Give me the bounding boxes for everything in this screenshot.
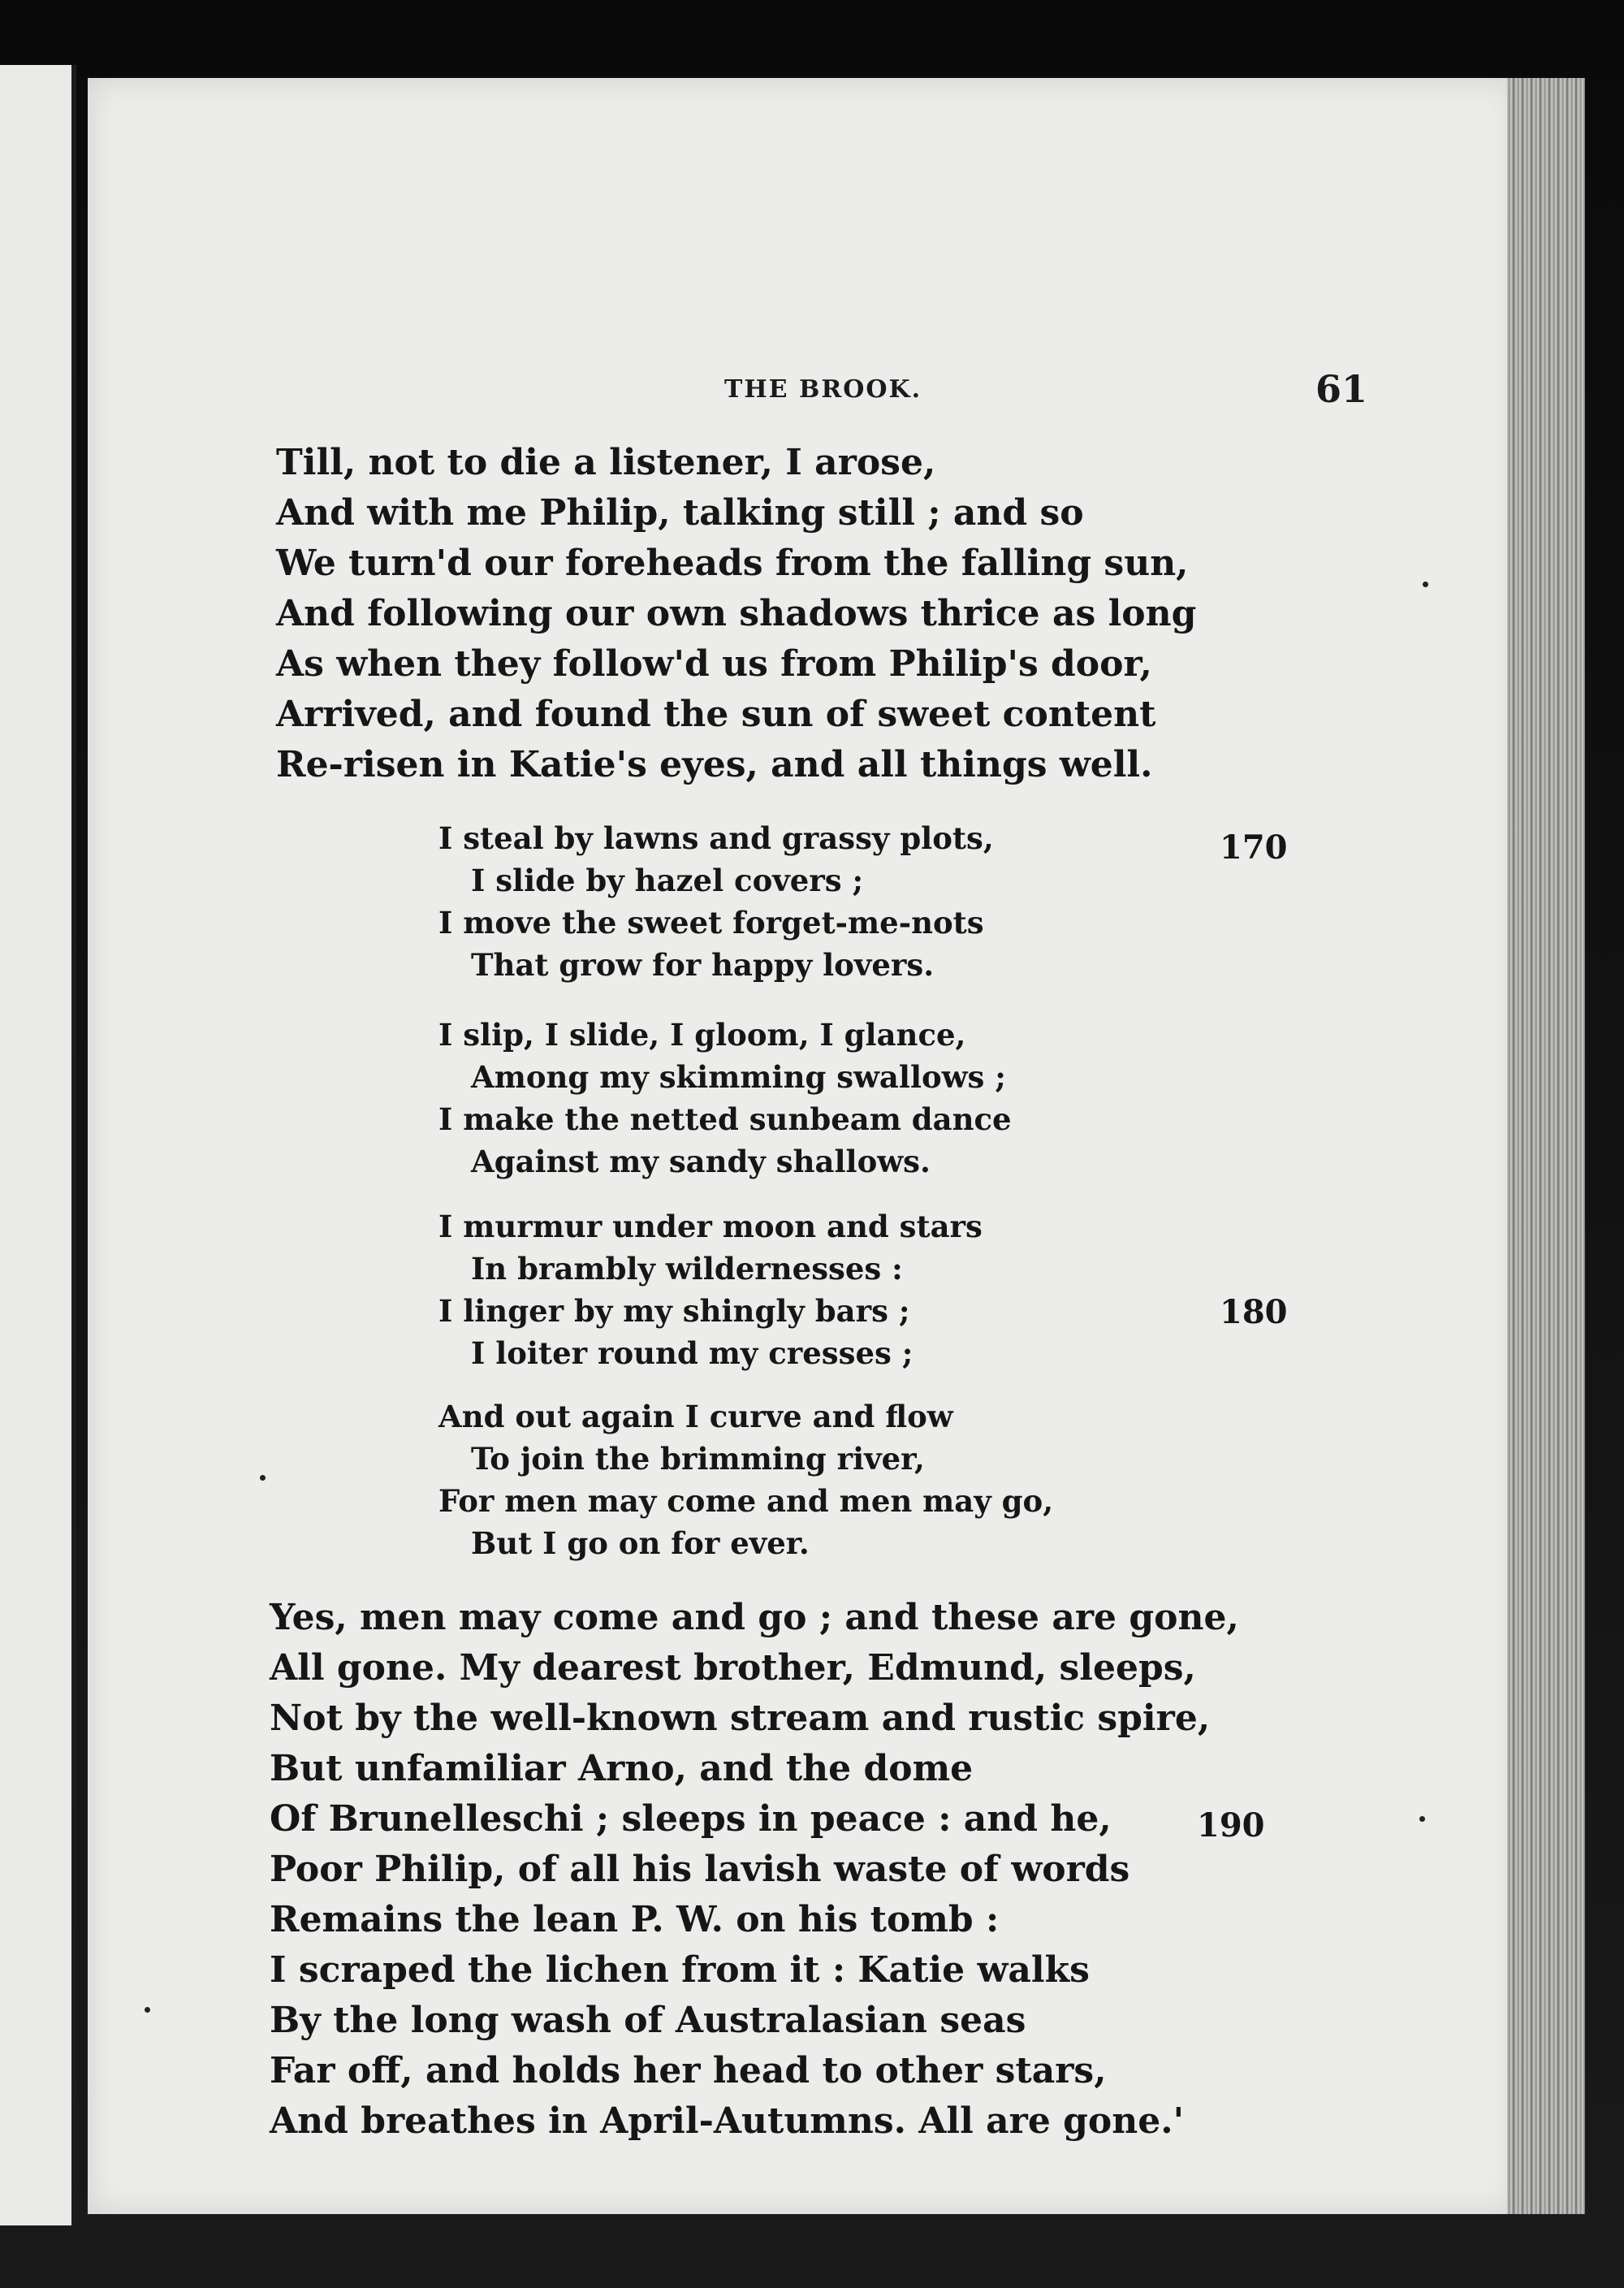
facing-page-edge	[0, 65, 76, 2225]
verse-line: And following our own shadows thrice as long	[276, 593, 1197, 634]
verse-line: I slip, I slide, I gloom, I glance,	[438, 1017, 966, 1053]
verse-line: To join the brimming river,	[471, 1441, 925, 1477]
verse-line: Yes, men may come and go ; and these are gone,	[270, 1597, 1239, 1638]
scan-speck	[1419, 1816, 1425, 1822]
verse-line: I make the netted sunbeam dance	[438, 1101, 1012, 1137]
verse-line: As when they follow'd us from Philip's door,	[276, 643, 1152, 685]
line-number-170: 170	[1220, 828, 1288, 867]
verse-line: All gone. My dearest brother, Edmund, sleeps,	[270, 1647, 1196, 1689]
running-head: THE BROOK.	[724, 375, 922, 404]
verse-line: And out again I curve and flow	[438, 1399, 953, 1434]
verse-line: Arrived, and found the sun of sweet content	[276, 694, 1156, 735]
line-number-180: 180	[1220, 1293, 1288, 1331]
verse-line: Far off, and holds her head to other stars,	[270, 2050, 1107, 2091]
verse-line: I murmur under moon and stars	[438, 1209, 983, 1244]
verse-line: Till, not to die a listener, I arose,	[276, 442, 936, 483]
verse-line: In brambly wildernesses :	[471, 1251, 903, 1287]
verse-line: That grow for happy lovers.	[471, 947, 935, 983]
verse-line: Poor Philip, of all his lavish waste of words	[270, 1849, 1130, 1890]
verse-line: But I go on for ever.	[471, 1525, 810, 1561]
verse-line: I scraped the lichen from it : Katie walks	[270, 1949, 1090, 1991]
page-number: 61	[1315, 367, 1368, 411]
verse-line: Remains the lean P. W. on his tomb :	[270, 1899, 1000, 1940]
verse-line: I loiter round my cresses ;	[471, 1335, 914, 1371]
verse-line: By the long wash of Australasian seas	[270, 2000, 1026, 2041]
verse-line: Not by the well-known stream and rustic spire,	[270, 1698, 1211, 1739]
verse-line: And breathes in April-Autumns. All are gone.'	[270, 2100, 1185, 2142]
scan-speck	[260, 1475, 266, 1481]
line-number-190: 190	[1197, 1806, 1265, 1845]
verse-line: I move the sweet forget-me-nots	[438, 905, 984, 941]
scan-speck	[1423, 582, 1428, 587]
page-stack-edge	[1507, 78, 1585, 2214]
verse-line: I steal by lawns and grassy plots,	[438, 820, 994, 856]
verse-line: For men may come and men may go,	[438, 1483, 1054, 1519]
verse-line: I slide by hazel covers ;	[471, 863, 864, 898]
verse-line: I linger by my shingly bars ;	[438, 1293, 910, 1329]
verse-line: Of Brunelleschi ; sleeps in peace : and he,	[270, 1798, 1112, 1840]
verse-line: But unfamiliar Arno, and the dome	[270, 1748, 974, 1789]
verse-line: And with me Philip, talking still ; and so	[276, 492, 1084, 534]
book-page	[88, 78, 1517, 2214]
verse-line: Among my skimming swallows ;	[471, 1059, 1006, 1095]
verse-line: Re-risen in Katie's eyes, and all things well.	[276, 744, 1153, 785]
verse-line: Against my sandy shallows.	[471, 1144, 931, 1179]
scan-speck	[145, 2007, 150, 2013]
verse-line: We turn'd our foreheads from the falling sun,	[276, 543, 1189, 584]
